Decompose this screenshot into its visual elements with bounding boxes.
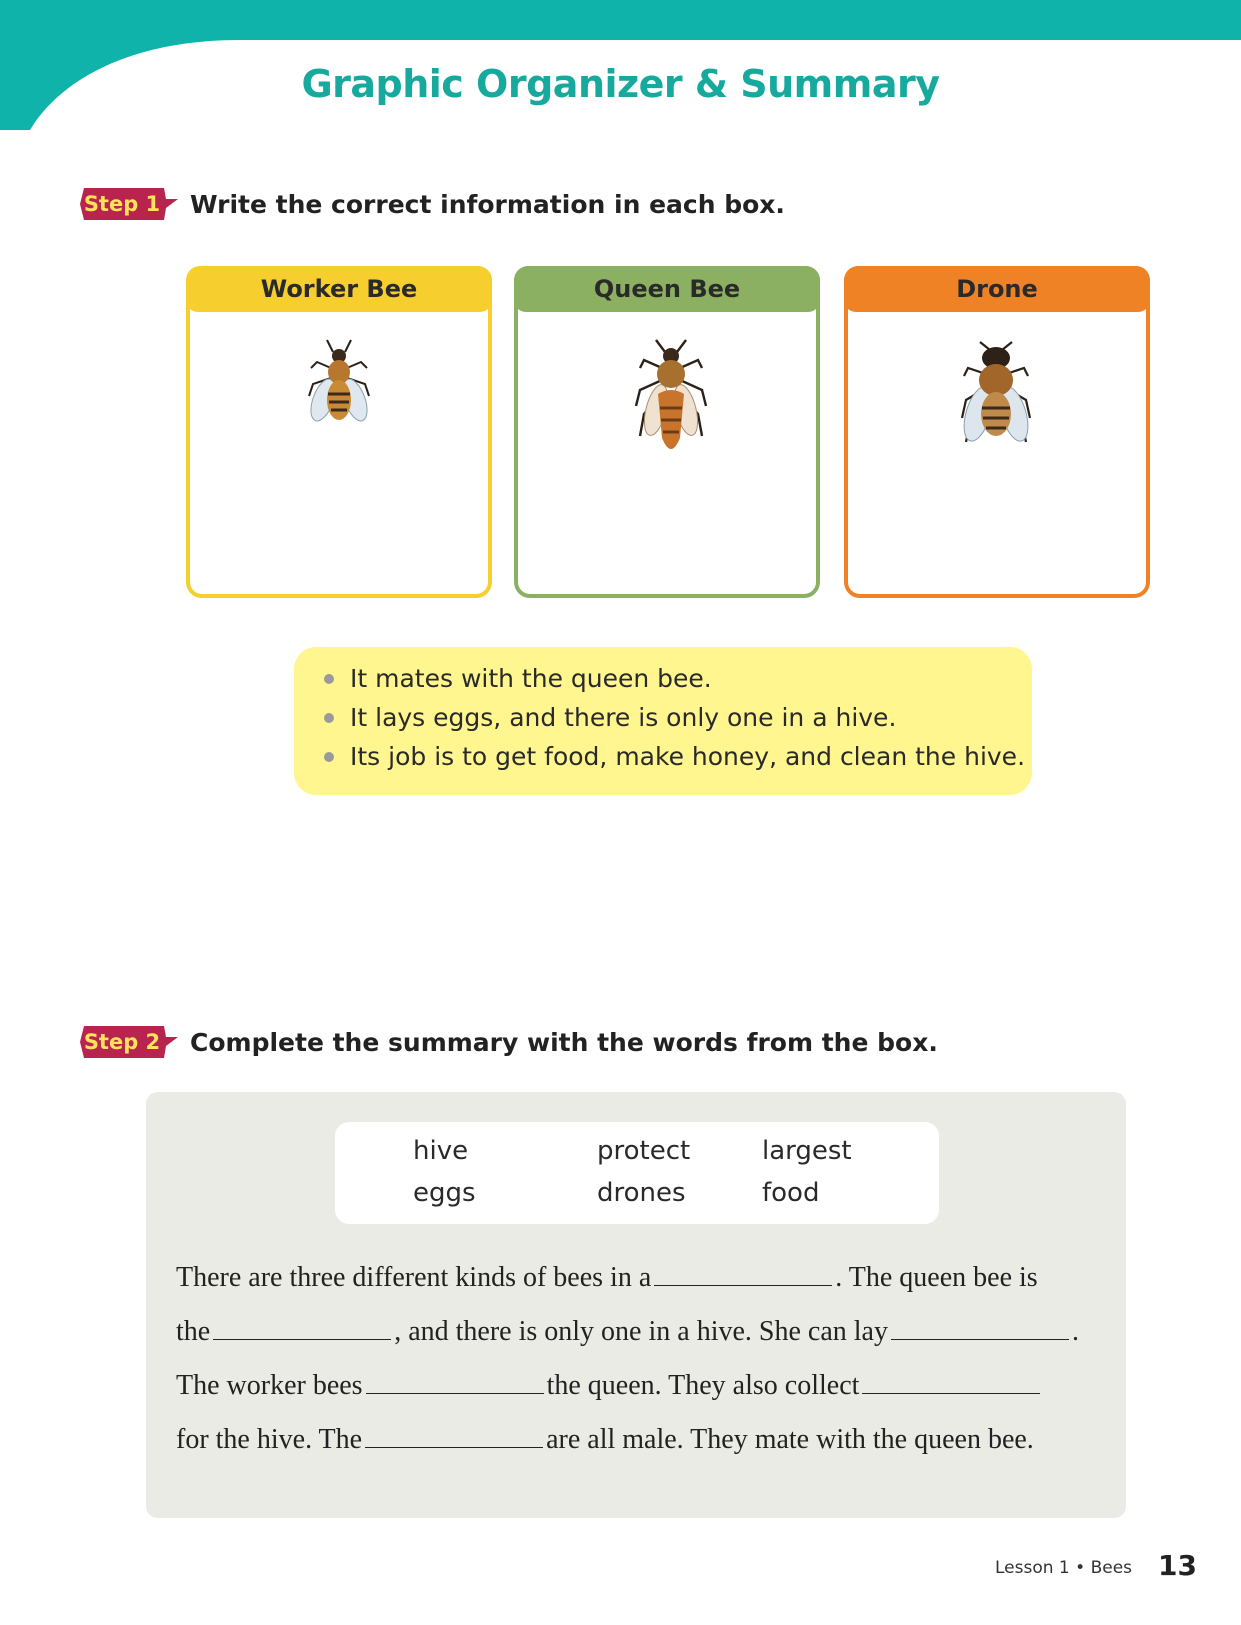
word-bank-item: food bbox=[762, 1178, 820, 1208]
word-bank-item: protect bbox=[597, 1136, 691, 1166]
drone-bee-icon bbox=[954, 338, 1038, 453]
summary-line-4: for the hive. The are all male. They mate with the queen bee. bbox=[176, 1424, 1034, 1455]
summary-line-3: The worker bees the queen. They also collect bbox=[176, 1370, 1043, 1402]
word-bank-item: largest bbox=[762, 1136, 852, 1166]
word-bank-item: drones bbox=[597, 1178, 686, 1208]
bullet-icon bbox=[324, 674, 334, 684]
clue-item: Its job is to get food, make honey, and clean the hive. bbox=[324, 737, 1032, 776]
step1-instruction: Write the correct information in each box. bbox=[190, 189, 785, 219]
drone-card bbox=[844, 266, 1150, 598]
queen-bee-card bbox=[514, 266, 820, 598]
clue-box bbox=[294, 647, 1032, 795]
queen-bee-card-title: Queen Bee bbox=[514, 266, 820, 312]
word-bank-item: eggs bbox=[413, 1178, 476, 1208]
summary-line-2: the , and there is only one in a hive. She can lay . bbox=[176, 1316, 1079, 1347]
footer-lesson: Lesson 1 • Bees bbox=[995, 1558, 1133, 1578]
answer-blank[interactable] bbox=[365, 1425, 543, 1448]
answer-blank[interactable] bbox=[654, 1263, 832, 1286]
word-bank bbox=[335, 1122, 939, 1224]
step2-instruction: Complete the summary with the words from the box. bbox=[190, 1027, 938, 1057]
page-number: 13 bbox=[1158, 1549, 1197, 1582]
step2-row bbox=[80, 1024, 938, 1060]
step1-row bbox=[80, 186, 785, 222]
worker-bee-icon bbox=[299, 338, 379, 438]
clue-item: It mates with the queen bee. bbox=[324, 659, 1032, 698]
worker-bee-card bbox=[186, 266, 492, 598]
word-bank-item: hive bbox=[413, 1136, 469, 1166]
clue-item: It lays eggs, and there is only one in a hive. bbox=[324, 698, 1032, 737]
worker-bee-card-title: Worker Bee bbox=[186, 266, 492, 312]
queen-bee-icon bbox=[626, 338, 716, 463]
bullet-icon bbox=[324, 713, 334, 723]
answer-blank[interactable] bbox=[213, 1317, 391, 1340]
bullet-icon bbox=[324, 752, 334, 762]
drone-card-title: Drone bbox=[844, 266, 1150, 312]
answer-blank[interactable] bbox=[366, 1371, 544, 1394]
summary-line-1: There are three different kinds of bees in a . The queen bee is bbox=[176, 1262, 1038, 1293]
answer-blank[interactable] bbox=[862, 1371, 1040, 1394]
step2-badge: Step 2 bbox=[80, 1024, 180, 1060]
step1-badge: Step 1 bbox=[80, 186, 180, 222]
answer-blank[interactable] bbox=[891, 1317, 1069, 1340]
page-title: Graphic Organizer & Summary bbox=[301, 62, 940, 106]
